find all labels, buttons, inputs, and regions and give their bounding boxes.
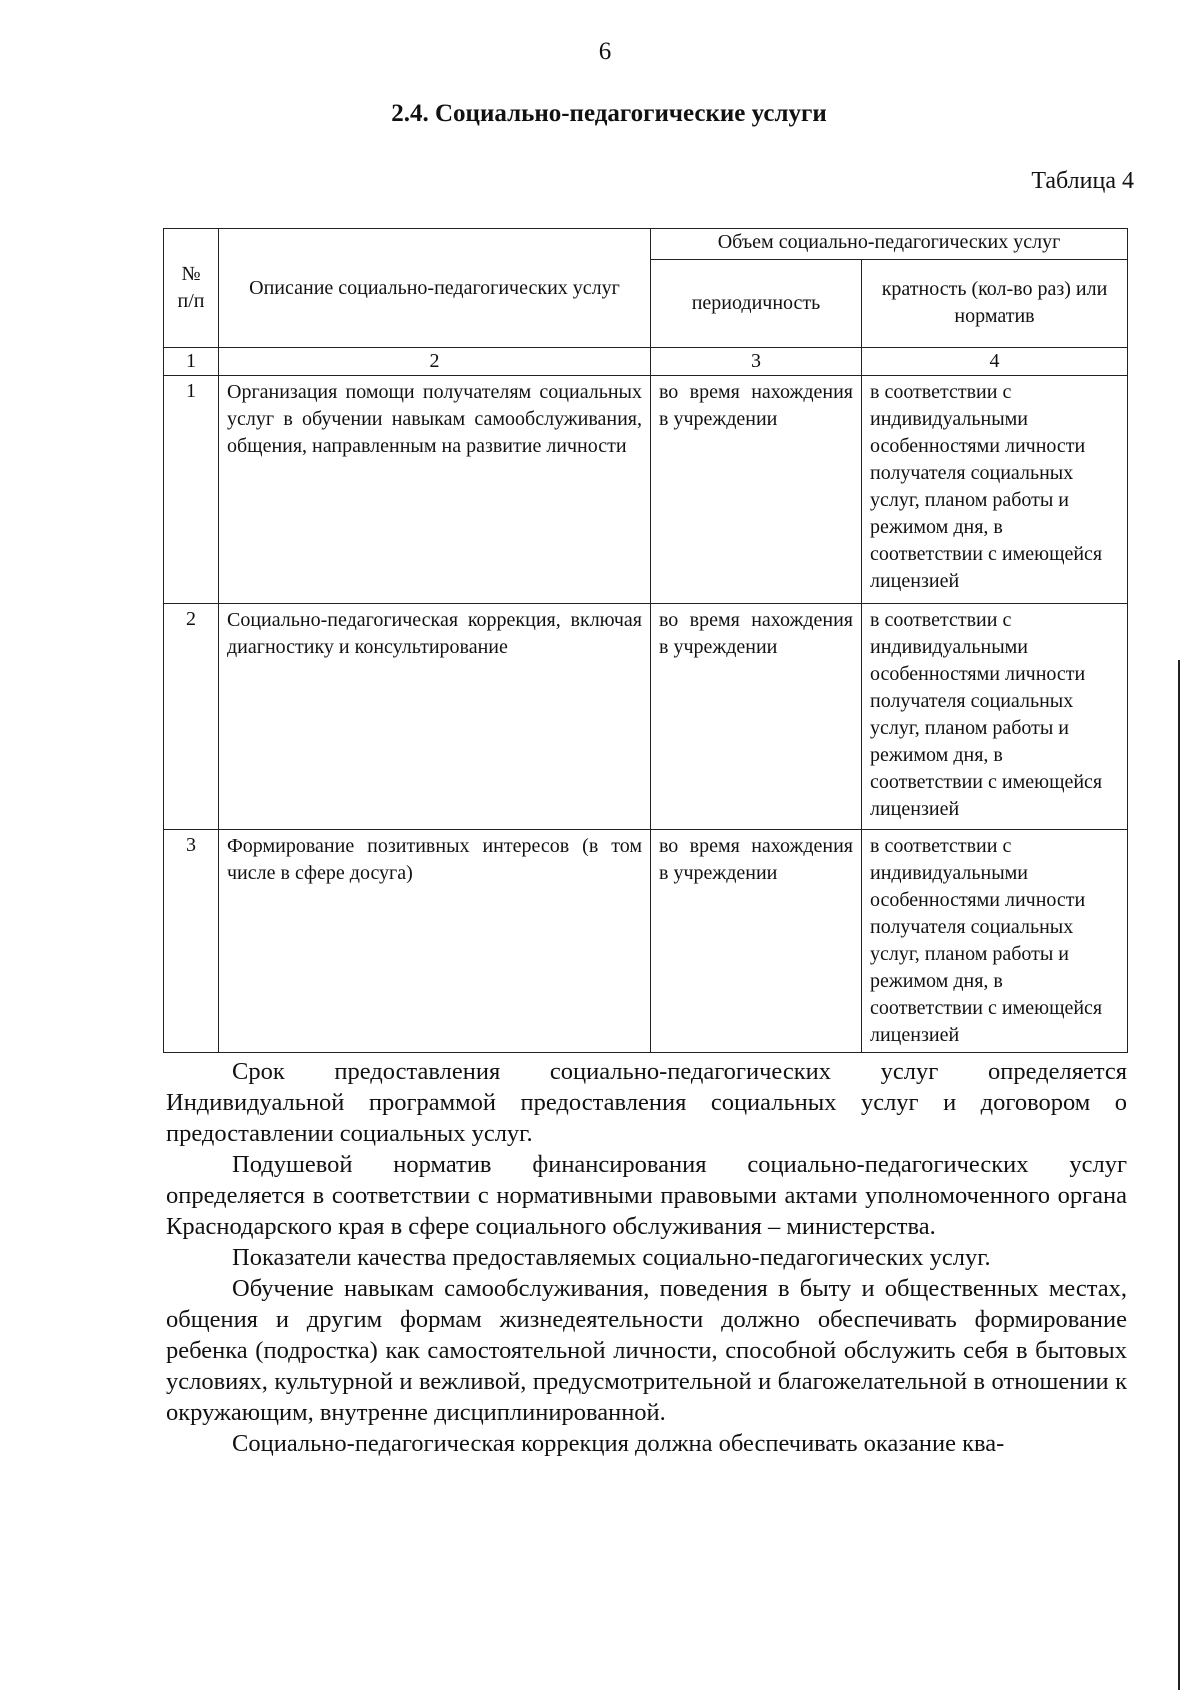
paragraph: Срок предоставления социально-педагогических услуг определяется Индивидуальной программой предоставления социальных услуг и договором о предоставлении социальных услуг.	[166, 1058, 1127, 1147]
table-header-row	[164, 229, 1128, 260]
table-row	[164, 376, 1128, 604]
services-table	[163, 228, 1128, 1053]
row-periodicity: во время нахождения в учреждении	[651, 830, 862, 1053]
page-number: 6	[598, 38, 612, 65]
header-periodicity: периодичность	[651, 259, 862, 347]
section-title: 2.4. Социально-педагогические услуги	[391, 100, 827, 127]
table-row	[164, 604, 1128, 830]
column-number: 2	[219, 348, 651, 376]
table-row	[164, 830, 1128, 1053]
header-number: № п/п	[164, 229, 219, 348]
row-description: Организация помощи получателям социальных услуг в обучении навыкам самообслуживания, общения, направленным на развитие личности	[219, 376, 651, 604]
row-frequency: в соответствии с индивидуальными особенностями личности получателя социальных услуг, планом работы и режимом дня, в соответствии с имеющейся лицензией	[862, 376, 1128, 604]
row-number: 2	[164, 604, 219, 830]
column-number: 4	[862, 348, 1128, 376]
paragraph: Обучение навыкам самообслуживания, поведения в быту и общественных местах, общения и другим формам жизнедеятельности должно обеспечивать формирование ребенка (подростка) как самостоятельной личности, способной обслужить себя в бытовых условиях, культурной и вежливой, предусмотрительной и благожелательной в отношении к окружающим, внутренне дисциплинированной.	[166, 1275, 1127, 1426]
paragraph: Подушевой норматив финансирования социально-педагогических услуг определяется в соответствии с нормативными правовыми актами уполномоченного органа Краснодарского края в сфере социального обслуживания – министерства.	[166, 1151, 1127, 1240]
paragraph: Социально-педагогическая коррекция должна обеспечивать оказание ква-	[232, 1430, 1005, 1457]
row-number: 3	[164, 830, 219, 1053]
paragraph: Показатели качества предоставляемых социально-педагогических услуг.	[232, 1244, 991, 1271]
scan-edge-line	[1178, 660, 1180, 1690]
column-number-row	[164, 348, 1128, 376]
header-frequency: кратность (кол-во раз) или норматив	[862, 259, 1128, 347]
body-text	[166, 1056, 1127, 1459]
table-caption: Таблица 4	[1031, 168, 1134, 194]
row-frequency: в соответствии с индивидуальными особенностями личности получателя социальных услуг, планом работы и режимом дня, в соответствии с имеющейся лицензией	[862, 604, 1128, 830]
header-volume-group: Объем социально-педагогических услуг	[651, 229, 1128, 260]
header-description: Описание социально-педагогических услуг	[219, 229, 651, 348]
row-description: Социально-педагогическая коррекция, включая диагностику и консультирование	[219, 604, 651, 830]
column-number: 1	[164, 348, 219, 376]
row-number: 1	[164, 376, 219, 604]
row-periodicity: во время нахождения в учреждении	[651, 376, 862, 604]
row-description: Формирование позитивных интересов (в том числе в сфере досуга)	[219, 830, 651, 1053]
column-number: 3	[651, 348, 862, 376]
row-periodicity: во время нахождения в учреждении	[651, 604, 862, 830]
row-frequency: в соответствии с индивидуальными особенностями личности получателя социальных услуг, планом работы и режимом дня, в соответствии с имеющейся лицензией	[862, 830, 1128, 1053]
